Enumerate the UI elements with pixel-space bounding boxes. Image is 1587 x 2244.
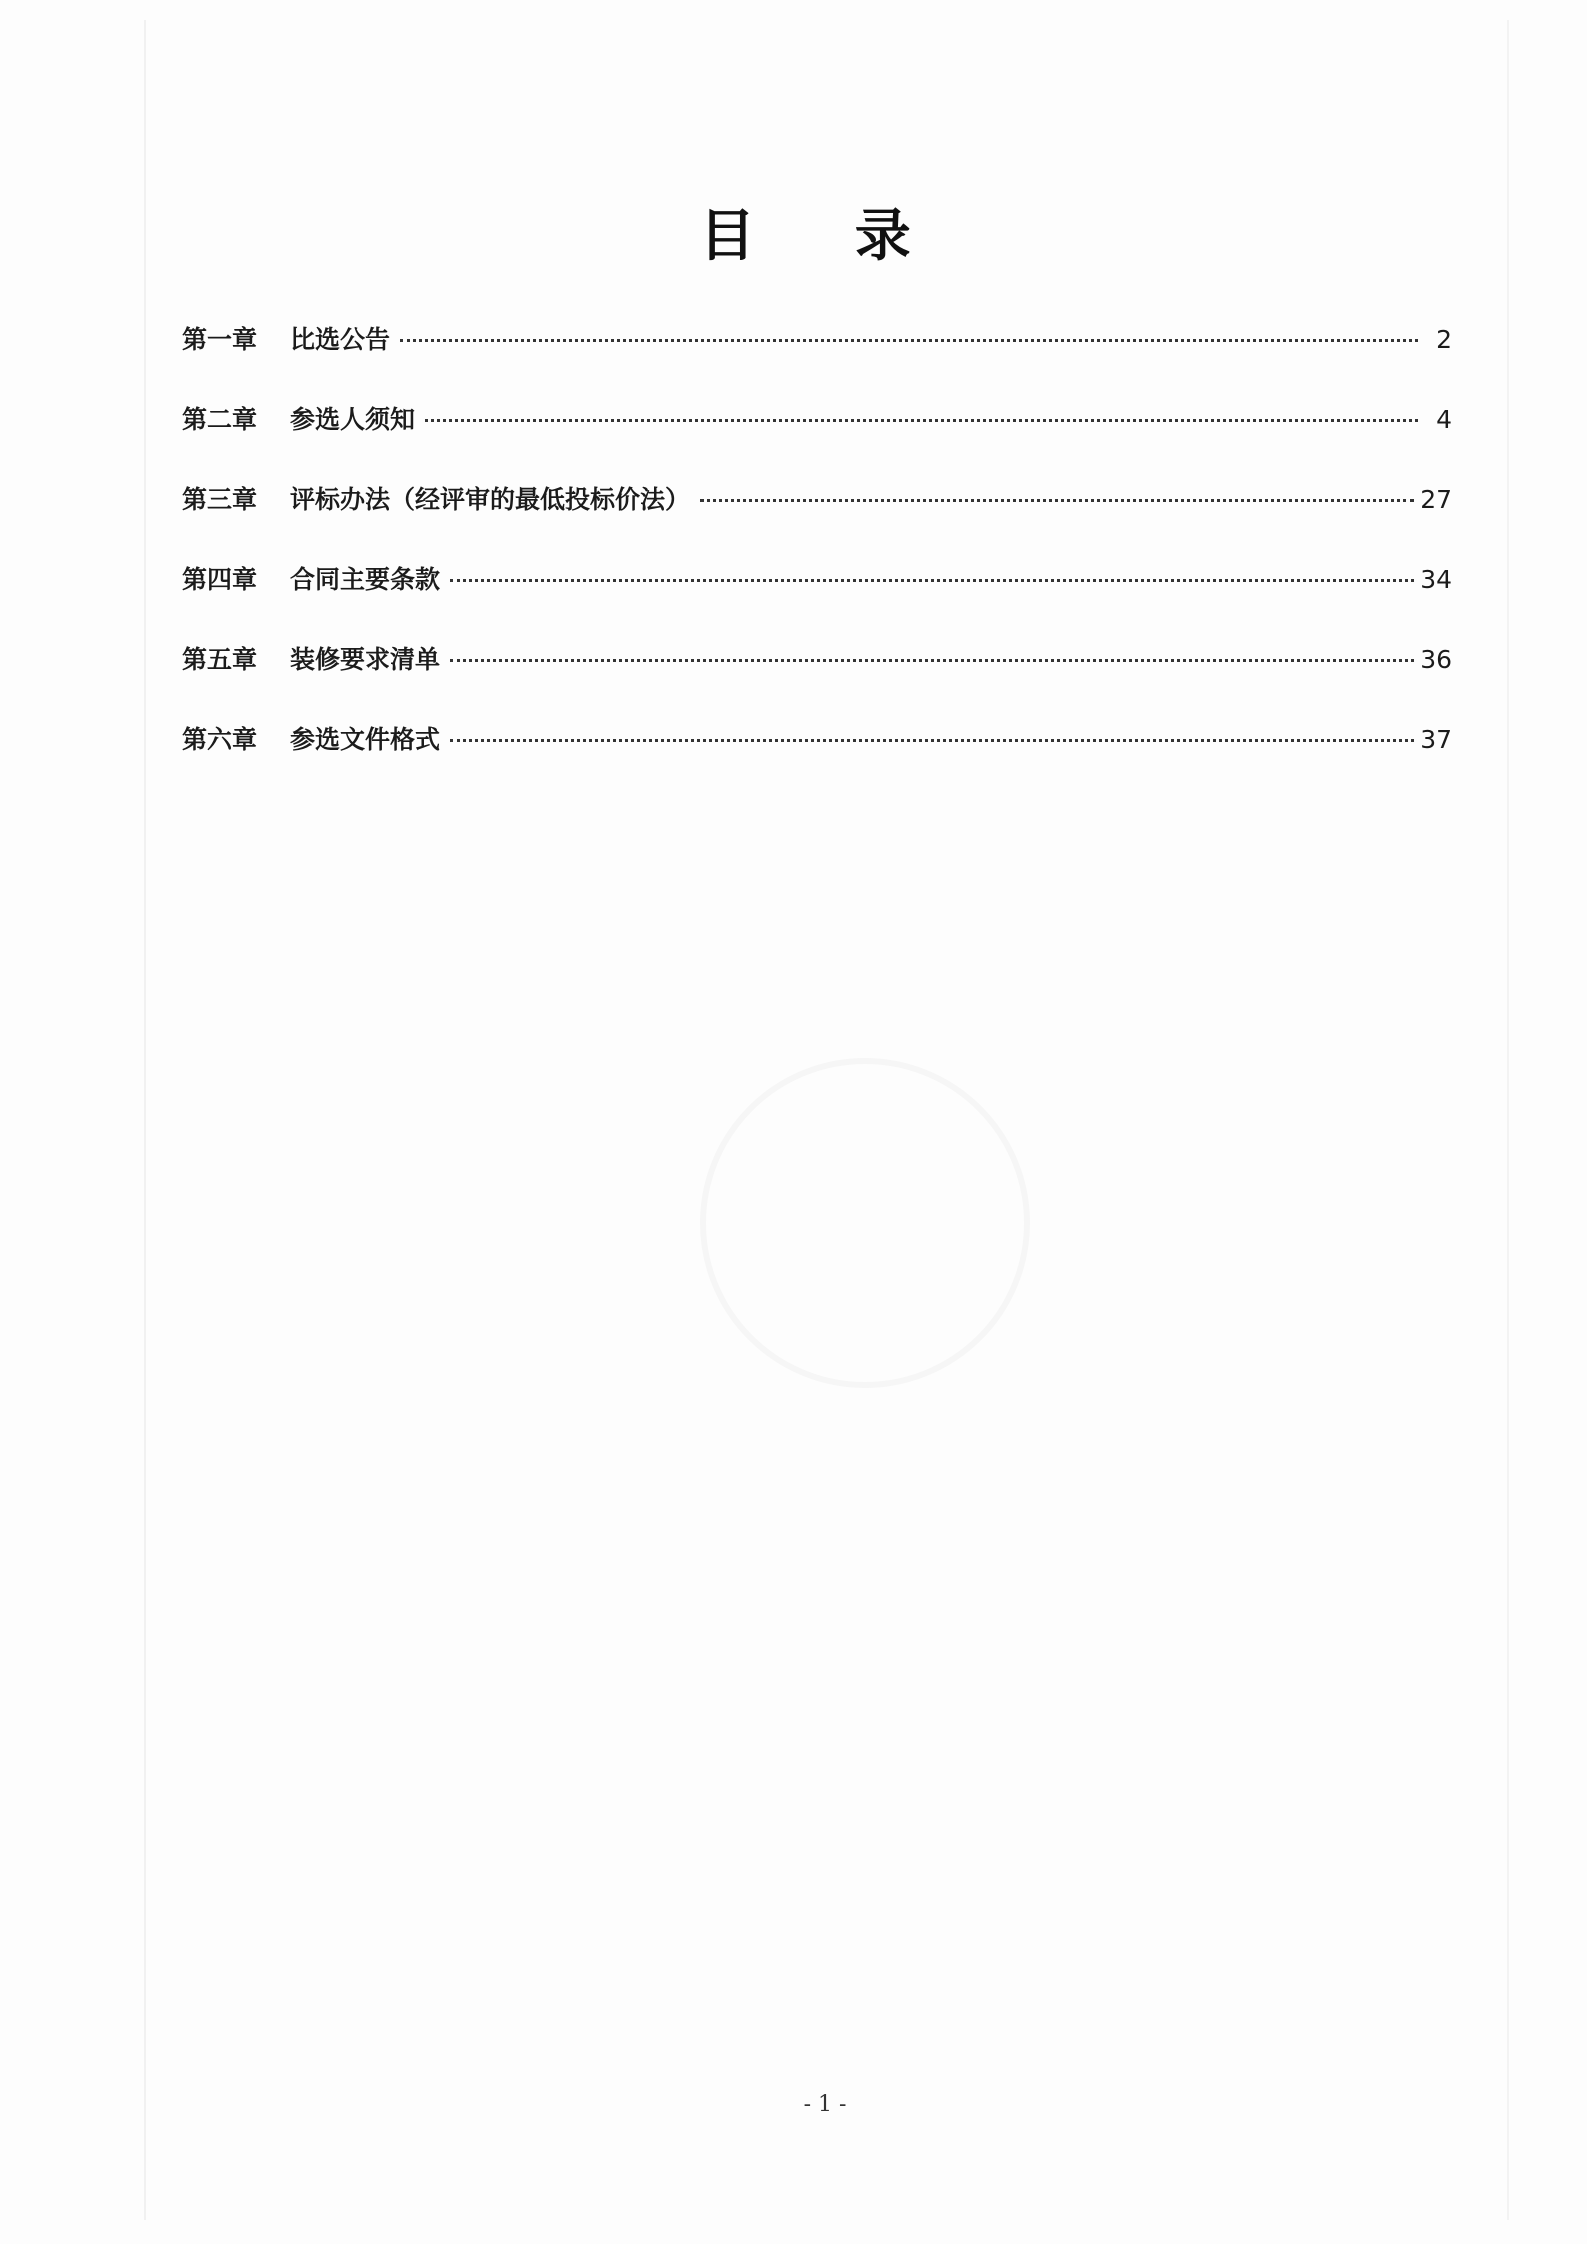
toc-page-number: 36 [1420, 645, 1452, 674]
toc-chapter-number: 第五章 [182, 645, 258, 674]
toc-page-number: 2 [1436, 325, 1452, 354]
scan-edge-right [1507, 20, 1509, 2220]
toc-chapter-title: 装修要求清单 [290, 645, 441, 674]
toc-entry [182, 480, 1452, 560]
toc-dot-leader [450, 579, 1414, 582]
faint-seal-icon [700, 1058, 1030, 1388]
toc-dot-leader [700, 499, 1414, 502]
toc-page-number: 4 [1436, 405, 1452, 434]
toc-page-number: 37 [1420, 725, 1452, 754]
toc-entry [182, 720, 1452, 800]
toc-entry [182, 560, 1452, 640]
toc-chapter-number: 第六章 [182, 725, 258, 754]
toc-chapter-title: 评标办法（经评审的最低投标价法） [290, 485, 691, 514]
toc-chapter-number: 第二章 [182, 405, 258, 434]
toc-chapter-number: 第四章 [182, 565, 258, 594]
toc-entry [182, 640, 1452, 720]
toc-entry [182, 320, 1452, 400]
page-title: 目 录 [699, 204, 951, 269]
toc-chapter-title: 参选文件格式 [290, 725, 441, 754]
toc-chapter-title: 参选人须知 [290, 405, 416, 434]
page-number-footer: - 1 - [803, 2092, 847, 2117]
toc-dot-leader [450, 659, 1414, 662]
toc-page-number: 27 [1420, 485, 1452, 514]
table-of-contents [182, 320, 1452, 800]
toc-entry [182, 400, 1452, 480]
toc-dot-leader [400, 339, 1418, 342]
toc-chapter-number: 第一章 [182, 325, 258, 354]
toc-chapter-title: 比选公告 [290, 325, 391, 354]
toc-dot-leader [450, 739, 1414, 742]
toc-page-number: 34 [1420, 565, 1452, 594]
toc-chapter-number: 第三章 [182, 485, 258, 514]
toc-chapter-title: 合同主要条款 [290, 565, 441, 594]
toc-dot-leader [425, 419, 1418, 422]
scan-edge-left [144, 20, 146, 2220]
